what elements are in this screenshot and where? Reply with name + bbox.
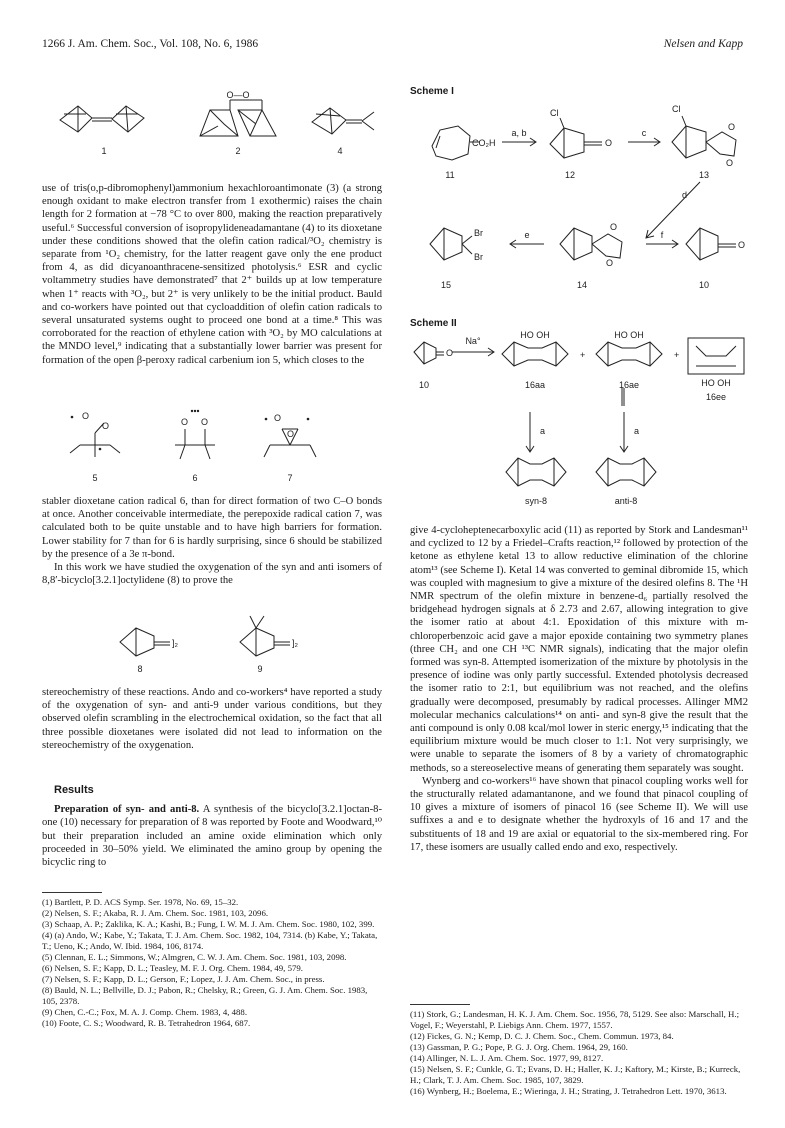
reference: (14) Allinger, N. L. J. Am. Chem. Soc. 1977, 99, 8127. bbox=[410, 1053, 604, 1063]
scheme-1-svg bbox=[410, 98, 750, 298]
atom-o-10: O bbox=[446, 348, 454, 358]
svg-text:O: O bbox=[102, 421, 110, 431]
reference: (7) Nelsen, S. F.; Kapp, D. L.; Gerson, F.; Lopez, J. J. Am. Chem. Soc., in press. bbox=[42, 974, 325, 984]
body-text: In this work we have studied the oxygenation of the syn and anti isomers of 8,8′-bicyclo[3.2.1]octylidene (8) to prove the bbox=[42, 562, 382, 587]
svg-text:O: O bbox=[287, 429, 295, 439]
reference: (16) Wynberg, H.; Boelema, E.; Wieringa, J. H.; Strating, J. Tetrahedron Lett. 1970, 3613. bbox=[410, 1086, 727, 1096]
reagent-e: e bbox=[524, 230, 530, 240]
sub-8: ]₂ bbox=[172, 638, 178, 648]
label-11: 11 bbox=[445, 170, 455, 180]
hooh-16ae: HO OH bbox=[614, 330, 644, 340]
atom-o-14b: O bbox=[606, 258, 614, 268]
atom-cl-12: Cl bbox=[550, 108, 559, 118]
atom-o-14a: O bbox=[610, 222, 618, 232]
atom-co2h: CO₂H bbox=[472, 138, 496, 148]
label-15: 15 bbox=[440, 280, 452, 290]
ref-rule bbox=[42, 892, 102, 893]
right-paragraphs bbox=[410, 524, 748, 854]
body-text: use of tris(o,p-dibromophenyl)ammonium hexachloroantimonate (3) (a strong enough oxidant to make electron transfer from 1 exothermic) raises the chain length for 2 formation at −78 °C to over 800, making the reaction preparatively useful.⁶ Successful conversion of isopropylideneadamantane (4) to its dioxetane under these conditions showed that the olefin cation radical/³O₂ chemistry is separate from ¹O₂ chemistry, for the latter reagent gave only the ene product from 4, as did dicyanoanthracene-sensitized photolysis.⁶ ESR and cyclic voltammetry studies have demonstrated⁷ that 2⁺ builds up at low temperature when 1⁺ reacts with ³O₂, but 2⁺ is very unlikely to be the initial product. Bauld and co-workers have pointed out that cycloaddition of olefin cation radicals to several unsaturated systems ought to proceed one bond at a time.⁸ This was corroborated for the reaction of ethylene cation with ³O₂ by MO calculations at the MNDO level,⁹ indicating that a substantially lower barrier was present for formation of the open β-peroxy radical carbenium ion 5, which closes to the bbox=[42, 183, 382, 366]
scheme-2-title: Scheme II bbox=[410, 318, 457, 329]
structures-5-6-7 bbox=[60, 405, 360, 485]
label-12: 12 bbox=[564, 170, 576, 180]
svg-text:O: O bbox=[201, 417, 209, 427]
label-16aa: 16aa bbox=[524, 380, 546, 390]
structures-567-svg bbox=[60, 405, 360, 485]
left-paragraph-1 bbox=[42, 182, 382, 367]
reference: (13) Gassman, P. G.; Pope, P. G. J. Org. Chem. 1964, 29, 160. bbox=[410, 1042, 628, 1052]
label-6: 6 bbox=[192, 473, 198, 483]
reagent-d: d bbox=[682, 190, 688, 200]
atom-o-12: O bbox=[605, 138, 613, 148]
reference: (15) Nelsen, S. F.; Cunkle, G. T.; Evans, D. H.; Haller, K. J.; Kaftory, M.; Kirste, B.; Kurreck, H.; Clark, T. J. Am. Chem. Soc. 1985, 107, 3829. bbox=[410, 1064, 741, 1085]
label-9: 9 bbox=[257, 664, 263, 674]
scheme-1-title: Scheme I bbox=[410, 86, 454, 97]
reference: (4) (a) Ando, W.; Kabe, Y.; Takata, T. J. Am. Chem. Soc. 1982, 104, 7314. (b) Kabe, Y.; Takata, T.; Ueno, K.; Ando, W. Ibid. 1984, 106, 8174. bbox=[42, 930, 378, 951]
label-5: 5 bbox=[92, 473, 98, 483]
scheme-2 bbox=[410, 330, 750, 506]
atom-br-a: Br bbox=[474, 228, 483, 238]
left-paragraph-2 bbox=[42, 495, 382, 587]
label-syn8: syn-8 bbox=[524, 496, 548, 506]
atom-cl-13: Cl bbox=[672, 104, 681, 114]
running-header-right: Nelsen and Kapp bbox=[663, 38, 743, 50]
reagent-a-1: a bbox=[540, 426, 546, 436]
reference: (1) Bartlett, P. D. ACS Symp. Ser. 1978, No. 69, 15–32. bbox=[42, 897, 239, 907]
ref-rule bbox=[410, 1004, 470, 1005]
label-2: 2 bbox=[235, 146, 241, 156]
right-references bbox=[410, 1004, 748, 1097]
prep-paragraph bbox=[42, 803, 382, 869]
reference: (5) Clennan, E. L.; Simmons, W.; Almgren, C. W. J. Am. Chem. Soc. 1981, 103, 2098. bbox=[42, 952, 347, 962]
reagent-f: f bbox=[660, 230, 664, 240]
atom-o-13a: O bbox=[728, 122, 736, 132]
body-text: stabler dioxetane cation radical 6, than for direct formation of two C–O bonds at once. Another conceivable intermediate, the perepoxide radical cation 7, was calculated both to be quite unstable and to have high barriers for formation. Lower stability for 7 than for 6 is hardly surprising, since 6 should be stabilized by the presence of a 3e π-bond. bbox=[42, 496, 382, 560]
reference: (6) Nelsen, S. F.; Kapp, D. L.; Teasley, M. F. J. Org. Chem. 1984, 49, 579. bbox=[42, 963, 303, 973]
label-7: 7 bbox=[287, 473, 293, 483]
atom-o-13b: O bbox=[726, 158, 734, 168]
reference: (11) Stork, G.; Landesman, H. K. J. Am. Chem. Soc. 1956, 78, 5129. See also: Marschall, H.; Vogel, F.; Weyerstahl, P. Liebigs Ann. Chem. 1977, 1557. bbox=[410, 1009, 740, 1030]
reagent-c: c bbox=[641, 128, 647, 138]
label-anti8: anti-8 bbox=[614, 496, 638, 506]
body-text: Wynberg and co-workers¹⁶ have shown that pinacol coupling works well for the structurally related adamantanone, and we found that pinacol coupling of 10 gives a mixture of isomers of pinacol 16 (see Scheme II). We will use suffixes a and e to designate whether the hydroxyls of 16 and 17 and the substituents of 18 and 19 are axial or equatorial to the six-membered ring. For 17, these isomers are usually called endo and exo, respectively. bbox=[410, 775, 748, 853]
reagent-ab: a, b bbox=[511, 128, 527, 138]
reference: (2) Nelsen, S. F.; Akaba, R. J. Am. Chem. Soc. 1981, 103, 2096. bbox=[42, 908, 269, 918]
svg-text:O: O bbox=[274, 413, 282, 423]
label-4: 4 bbox=[337, 146, 343, 156]
sub-9: ]₂ bbox=[292, 638, 298, 648]
svg-text:O: O bbox=[181, 417, 189, 427]
svg-text:+: + bbox=[580, 350, 586, 360]
reference: (3) Schaap, A. P.; Zaklika, K. A.; Kashi, B.; Fung, I. W. M. J. Am. Chem. Soc. 1980, 102, 399. bbox=[42, 919, 375, 929]
results-section bbox=[42, 784, 382, 869]
svg-text:O: O bbox=[82, 411, 90, 421]
atom-o-10: O bbox=[738, 240, 746, 250]
label-8: 8 bbox=[137, 664, 143, 674]
reagent-na: Na° bbox=[465, 336, 481, 346]
label-14: 14 bbox=[576, 280, 588, 290]
label-10: 10 bbox=[698, 280, 710, 290]
body-text: give 4-cycloheptenecarboxylic acid (11) as reported by Stork and Landesman¹¹ and cyclized to 12 by a Friedel–Crafts reaction,¹² followed by protection of the ketone as ethylene ketal 13 to allow reductive elimination of the chlorine atom¹³ (see Scheme I). Ketal 14 was converted to geminal dibromide 15, which was coupled with magnesium to give a mixture of the desired olefins 8. The ¹H NMR spectrum of the olefin mixture in benzene-d₆ partially resolved the bridgehead hydrogen signals at δ 2.73 and 2.67, allowing integration to give the isomer ratio at about 4:1. Epoxidation of this mixture with m-chloroperbenzoic acid gave a major epoxide containing two symmetry planes (three CH₂ and one CH ¹³C NMR signals), indicating that the major olefin formed was syn-8. Attempted isomerization of the mixture by photolysis in the presence of iodine was only partly successful. Extended photolysis decreased the isomer ratio to 2:1, but equilibrium was not reached, and the olefins gradually were decomposed, presumably by radical processes. Allinger MM2 molecular mechanics calculations¹⁴ on anti- and syn-8 give the result that the anti compound is only 0.08 kcal/mol lower in steric energy,¹⁵ indicating that the equilibrium mixture would be much closer to 1:1. Not very surprisingly, we were unable to separate the isomers of 8 by a variety of chromatographic methods, so a stereoselective means of generating them separately was sought. bbox=[410, 525, 748, 774]
atom-br-b: Br bbox=[474, 252, 483, 262]
label-10: 10 bbox=[418, 380, 430, 390]
label-16ee: 16ee bbox=[705, 392, 727, 402]
reference: (8) Bauld, N. L.; Bellville, D. J.; Pabon, R.; Chelsky, R.; Green, G. J. Am. Chem. Soc. 1983, 105, 2378. bbox=[42, 985, 368, 1006]
reference: (10) Foote, C. S.; Woodward, R. B. Tetrahedron 1964, 687. bbox=[42, 1018, 251, 1028]
label-13: 13 bbox=[698, 170, 710, 180]
prep-heading: Preparation of syn- and anti-8. bbox=[54, 804, 200, 816]
left-references bbox=[42, 892, 382, 1029]
label-16ae: 16ae bbox=[618, 380, 640, 390]
svg-text:+: + bbox=[674, 350, 680, 360]
reference: (12) Fickes, G. N.; Kemp, D. C. J. Chem. Soc., Chem. Commun. 1973, 84. bbox=[410, 1031, 674, 1041]
structures-svg bbox=[50, 88, 380, 158]
results-heading: Results bbox=[54, 784, 94, 796]
body-text: stereochemistry of these reactions. Ando and co-workers⁴ have reported a study of the oxygenation of syn- and anti-9 under various conditions, but they observed olefin scrambling in the electrochemical oxidation, so the fact that all three possible dioxetanes were isolated did not lead to information on the stereochemistry of the oxygenation. bbox=[42, 687, 382, 751]
left-paragraph-3 bbox=[42, 686, 382, 752]
hooh-16aa: HO OH bbox=[520, 330, 550, 340]
reference: (9) Chen, C.-C.; Fox, M. A. J. Comp. Chem. 1983, 4, 488. bbox=[42, 1007, 248, 1017]
reagent-a-2: a bbox=[634, 426, 640, 436]
oo-label: O—O bbox=[226, 90, 250, 100]
scheme-1 bbox=[410, 98, 750, 298]
running-header-left: 1266 J. Am. Chem. Soc., Vol. 108, No. 6, 1986 bbox=[42, 38, 259, 50]
label-1: 1 bbox=[101, 146, 107, 156]
structures-89-svg bbox=[110, 612, 350, 676]
body-text: A synthesis of the bicyclo[3.2.1]octan-8-one (10) necessary for preparation of 8 was reported by Foote and Woodward,¹⁰ but their preparation included an amine oxide elimination which only proceeded in 30–50% yield. We eliminated the amino group by opening the bicyclic ring to bbox=[42, 804, 382, 869]
scheme-2-svg bbox=[410, 330, 750, 506]
structures-1-2-4 bbox=[50, 88, 380, 158]
hooh-16ee: HO OH bbox=[701, 378, 731, 388]
structures-8-9 bbox=[110, 612, 350, 676]
